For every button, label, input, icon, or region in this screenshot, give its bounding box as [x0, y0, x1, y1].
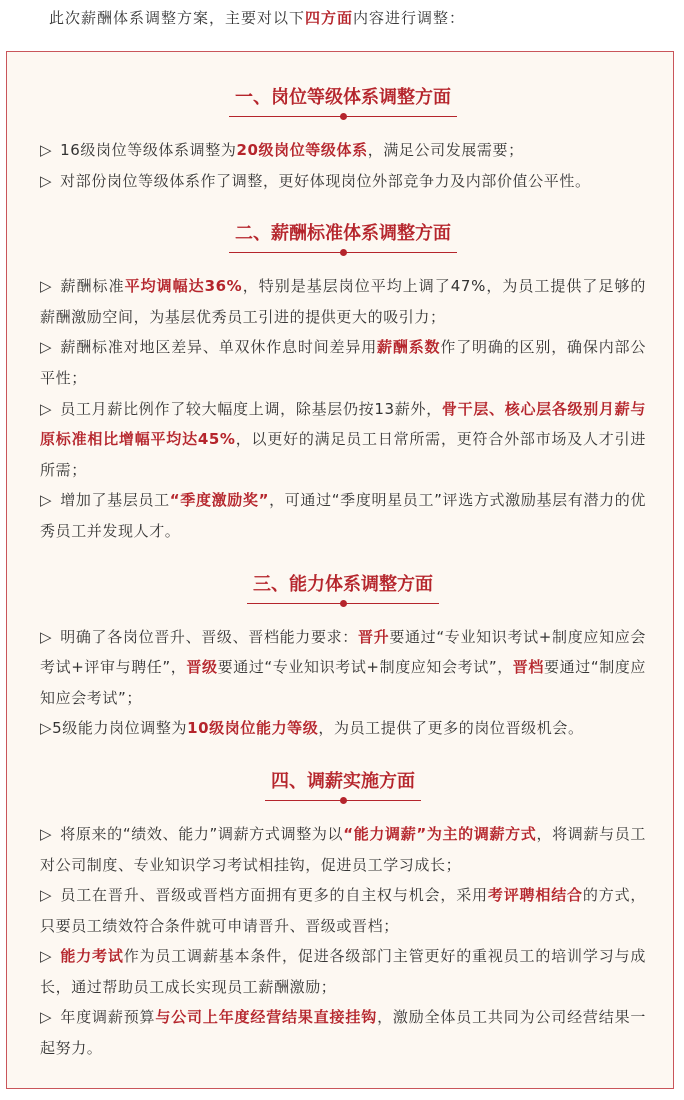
- triangle-bullet-icon: ▷: [40, 491, 53, 510]
- triangle-bullet-icon: ▷: [40, 627, 53, 646]
- section-title: 四、调薪实施方面: [265, 768, 421, 801]
- triangle-bullet-icon: ▷: [40, 1008, 53, 1027]
- bullet-item: ▷ 薪酬标准对地区差异、单双休作息时间差异用薪酬系数作了明确的区别，确保内部公平性；: [40, 338, 646, 387]
- triangle-bullet-icon: ▷: [40, 824, 53, 843]
- section-title: 二、薪酬标准体系调整方面: [229, 220, 457, 253]
- triangle-bullet-icon: ▷: [40, 338, 53, 357]
- intro-highlight: 四方面: [305, 9, 354, 27]
- bullet-item: ▷ 增加了基层员工“季度激励奖”，可通过“季度明星员工”评选方式激励基层有潜力的优秀员工并发现人才。: [40, 491, 647, 540]
- triangle-bullet-icon: ▷: [40, 277, 53, 296]
- content-panel: [6, 51, 674, 1089]
- section-heading: [40, 84, 646, 117]
- triangle-bullet-icon: ▷: [40, 171, 53, 190]
- section-heading: [40, 220, 646, 253]
- section-title: 三、能力体系调整方面: [247, 571, 439, 604]
- bullet-item: ▷ 员工在晋升、晋级或晋档方面拥有更多的自主权与机会，采用考评聘相结合的方式，只要员工绩效符合条件就可申请晋升、晋级或晋档；: [40, 886, 647, 935]
- intro-text-end: 内容进行调整：: [353, 9, 466, 27]
- intro-text: 此次薪酬体系调整方案，主要对以下: [49, 9, 306, 27]
- bullet-item: ▷ 16级岗位等级体系调整为20级岗位等级体系，满足公司发展需要；: [40, 141, 524, 159]
- section-heading: [40, 768, 646, 801]
- section-heading: [40, 571, 646, 604]
- section-title: 一、岗位等级体系调整方面: [229, 84, 457, 117]
- bullet-item: ▷ 薪酬标准平均调幅达36%，特别是基层岗位平均上调了47%，为员工提供了足够的薪酬激励空间，为基层优秀员工引进的提供更大的吸引力；: [40, 277, 646, 326]
- underline-dot-icon: [340, 600, 347, 607]
- underline-dot-icon: [340, 249, 347, 256]
- triangle-bullet-icon: ▷: [40, 719, 53, 738]
- bullet-item: ▷ 将原来的“绩效、能力”调薪方式调整为以“能力调薪”为主的调薪方式，将调薪与员工对公司制度、专业知识学习考试相挂钩，促进员工学习成长；: [40, 824, 647, 874]
- intro-paragraph: [0, 6, 684, 30]
- triangle-bullet-icon: ▷: [40, 947, 53, 966]
- bullet-item: ▷ 对部份岗位等级体系作了调整，更好体现岗位外部竞争力及内部价值公平性。: [40, 171, 591, 190]
- underline-dot-icon: [340, 797, 347, 804]
- triangle-bullet-icon: ▷: [40, 141, 53, 159]
- bullet-item: ▷5级能力岗位调整为10级岗位能力等级，为员工提供了更多的岗位晋级机会。: [40, 719, 584, 738]
- bullet-item: ▷ 明确了各岗位晋升、晋级、晋档能力要求：晋升要通过“专业知识考试+制度应知应会考试+评审与聘任”，晋级要通过“专业知识考试+制度应知会考试”，晋档要通过“制度应知应会考试”；: [40, 627, 647, 707]
- triangle-bullet-icon: ▷: [40, 399, 53, 418]
- bullet-item: ▷ 能力考试作为员工调薪基本条件，促进各级部门主管更好的重视员工的培训学习与成长，通过帮助员工成长实现员工薪酬激励；: [40, 947, 646, 996]
- bullet-item: ▷ 年度调薪预算与公司上年度经营结果直接挂钩，激励全体员工共同为公司经营结果一起努力。: [40, 1008, 647, 1058]
- underline-dot-icon: [340, 113, 347, 120]
- triangle-bullet-icon: ▷: [40, 886, 53, 905]
- bullet-item: ▷ 员工月薪比例作了较大幅度上调，除基层仍按13薪外，骨干层、核心层各级别月薪与原标准相比增幅平均达45%，以更好的满足员工日常所需，更符合外部市场及人才引进所需；: [40, 399, 646, 479]
